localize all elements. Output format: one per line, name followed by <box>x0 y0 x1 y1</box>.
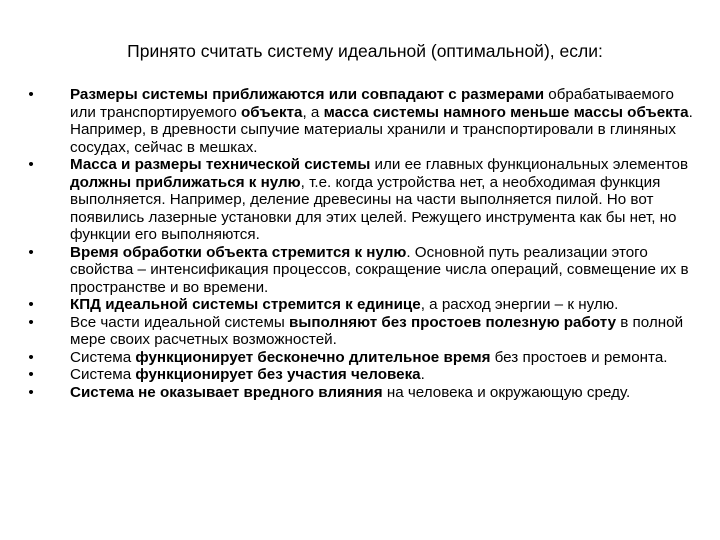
list-item <box>26 384 696 402</box>
text-run: , т.е. когда устройства нет, а необходимая функция выполняется. Например, деление древесины на части выполняется пилой. Но вот появились лазерные установки для этих целей. Режущего инструмента как бы нет, но функции его выполняются. <box>70 173 677 243</box>
list-item <box>26 86 696 156</box>
list-item <box>26 244 696 297</box>
bold-text-run: должны приближаться к нулю <box>70 173 301 191</box>
bold-text-run: Система не оказывает вредного влияния <box>70 383 383 401</box>
list-item <box>26 349 696 367</box>
bullet-marker: • <box>28 348 34 366</box>
bullet-marker: • <box>28 86 34 103</box>
bold-text-run: функционирует бесконечно длительное время <box>135 348 491 366</box>
list-item <box>26 156 696 244</box>
bullet-marker: • <box>28 296 34 313</box>
text-run: , а <box>302 103 324 121</box>
text-run: Система <box>70 366 136 383</box>
bold-text-run: масса системы намного меньше массы объекта <box>323 103 689 121</box>
text-run: обрабатываемого или транспортируемого <box>70 86 674 121</box>
bullet-marker: • <box>28 366 34 383</box>
bold-text-run: Размеры системы приближаются или совпадают с размерами <box>70 86 545 103</box>
bold-text-run: объекта <box>241 103 303 121</box>
text-run: на человека и окружающую среду. <box>382 383 631 401</box>
criteria-list <box>26 86 696 401</box>
bold-text-run: выполняют без простоев полезную работу <box>289 313 617 331</box>
slide-title: Принято считать систему идеальной (оптимальной), если: <box>127 41 603 61</box>
text-run: . Например, в древности сыпучие материалы хранили и транспортировали в глиняных сосудах, сейчас в мешках. <box>70 103 693 156</box>
list-item <box>26 296 696 314</box>
text-run: , а расход энергии – к нулю. <box>420 296 619 313</box>
text-run: Система <box>70 348 136 366</box>
text-run: или ее главных функциональных элементов <box>370 156 689 173</box>
bullet-marker: • <box>28 156 34 173</box>
bold-text-run: КПД идеальной системы стремится к единице <box>70 296 421 313</box>
bold-text-run: Время обработки объекта стремится к нулю <box>70 243 407 261</box>
list-item <box>26 314 696 349</box>
list-item <box>26 366 696 384</box>
text-run: Все части идеальной системы <box>70 313 290 331</box>
text-run: . <box>420 366 425 383</box>
text-run: без простоев и ремонта. <box>490 348 668 366</box>
bold-text-run: Масса и размеры технической системы <box>70 156 371 173</box>
bullet-marker: • <box>28 243 34 261</box>
text-run: в полной мере своих расчетных возможностей. <box>70 313 684 348</box>
bullet-marker: • <box>28 383 34 401</box>
text-run: . Основной путь реализации этого свойства – интенсификация процессов, сокращение числа операций, совмещение их в пространстве и во времени. <box>70 243 689 296</box>
bold-text-run: функционирует без участия человека <box>135 366 421 383</box>
bullet-marker: • <box>28 313 34 331</box>
